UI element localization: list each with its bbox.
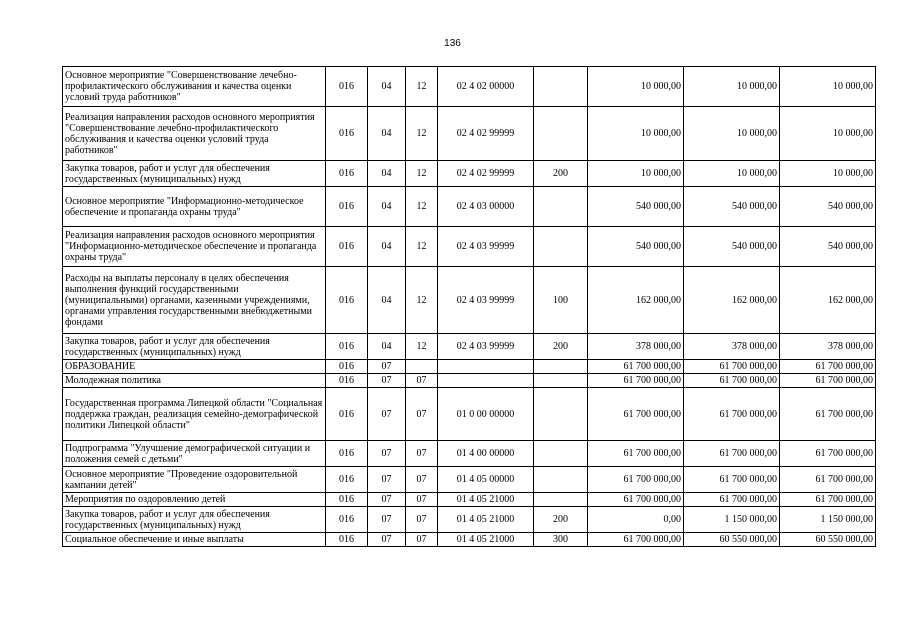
row-sum3-cell: 60 550 000,00 xyxy=(780,533,876,547)
row-sum1-cell: 162 000,00 xyxy=(588,267,684,334)
row-ved-cell: 016 xyxy=(326,388,368,441)
row-ved-cell: 016 xyxy=(326,507,368,533)
row-ved-cell: 016 xyxy=(326,67,368,107)
row-sum3-cell: 10 000,00 xyxy=(780,161,876,187)
row-ved-cell: 016 xyxy=(326,161,368,187)
row-vr-cell xyxy=(534,441,588,467)
row-rz-cell: 07 xyxy=(368,374,406,388)
table-row xyxy=(63,507,876,533)
row-rz-cell: 07 xyxy=(368,533,406,547)
row-name-cell: Реализация направления расходов основного мероприятия "Информационно-методическое обеспечение и пропаганда охраны труда" xyxy=(63,227,326,267)
row-vr-cell: 100 xyxy=(534,267,588,334)
row-csr-cell xyxy=(438,360,534,374)
row-sum3-cell: 61 700 000,00 xyxy=(780,441,876,467)
budget-table xyxy=(62,66,876,547)
table-row xyxy=(63,107,876,161)
row-ved-cell: 016 xyxy=(326,533,368,547)
row-rz-cell: 07 xyxy=(368,507,406,533)
row-sum1-cell: 61 700 000,00 xyxy=(588,374,684,388)
row-ved-cell: 016 xyxy=(326,441,368,467)
row-csr-cell: 01 4 00 00000 xyxy=(438,441,534,467)
row-sum1-cell: 0,00 xyxy=(588,507,684,533)
row-ved-cell: 016 xyxy=(326,334,368,360)
row-csr-cell: 02 4 03 99999 xyxy=(438,334,534,360)
row-sum1-cell: 61 700 000,00 xyxy=(588,533,684,547)
row-rz-cell: 04 xyxy=(368,267,406,334)
row-sum1-cell: 10 000,00 xyxy=(588,107,684,161)
row-sum3-cell: 10 000,00 xyxy=(780,107,876,161)
row-csr-cell: 01 4 05 21000 xyxy=(438,533,534,547)
row-sum3-cell: 378 000,00 xyxy=(780,334,876,360)
row-csr-cell: 01 4 05 21000 xyxy=(438,493,534,507)
row-pr-cell: 07 xyxy=(406,493,438,507)
row-vr-cell xyxy=(534,107,588,161)
row-sum2-cell: 61 700 000,00 xyxy=(684,493,780,507)
row-csr-cell xyxy=(438,374,534,388)
row-name-cell: Мероприятия по оздоровлению детей xyxy=(63,493,326,507)
page-number: 136 xyxy=(444,38,461,49)
row-vr-cell: 200 xyxy=(534,161,588,187)
row-sum3-cell: 162 000,00 xyxy=(780,267,876,334)
table-row xyxy=(63,227,876,267)
row-sum2-cell: 540 000,00 xyxy=(684,187,780,227)
row-rz-cell: 04 xyxy=(368,107,406,161)
row-vr-cell xyxy=(534,360,588,374)
row-csr-cell: 01 0 00 00000 xyxy=(438,388,534,441)
row-csr-cell: 01 4 05 00000 xyxy=(438,467,534,493)
table-row xyxy=(63,267,876,334)
row-name-cell: Закупка товаров, работ и услуг для обеспечения государственных (муниципальных) нужд xyxy=(63,334,326,360)
row-name-cell: Основное мероприятие "Совершенствование лечебно-профилактического обслуживания и качества оценки условий труда работников" xyxy=(63,67,326,107)
row-name-cell: Основное мероприятие "Проведение оздоровительной кампании детей" xyxy=(63,467,326,493)
row-sum1-cell: 10 000,00 xyxy=(588,67,684,107)
row-rz-cell: 04 xyxy=(368,334,406,360)
row-csr-cell: 01 4 05 21000 xyxy=(438,507,534,533)
table-row xyxy=(63,334,876,360)
row-sum1-cell: 10 000,00 xyxy=(588,161,684,187)
row-pr-cell: 12 xyxy=(406,227,438,267)
row-vr-cell: 300 xyxy=(534,533,588,547)
row-vr-cell xyxy=(534,67,588,107)
row-pr-cell: 07 xyxy=(406,441,438,467)
row-name-cell: Молодежная политика xyxy=(63,374,326,388)
row-sum1-cell: 61 700 000,00 xyxy=(588,441,684,467)
row-vr-cell xyxy=(534,227,588,267)
row-pr-cell: 12 xyxy=(406,187,438,227)
row-csr-cell: 02 4 03 99999 xyxy=(438,227,534,267)
row-sum3-cell: 540 000,00 xyxy=(780,227,876,267)
row-ved-cell: 016 xyxy=(326,107,368,161)
row-sum3-cell: 540 000,00 xyxy=(780,187,876,227)
table-row xyxy=(63,187,876,227)
row-rz-cell: 07 xyxy=(368,360,406,374)
row-vr-cell xyxy=(534,388,588,441)
row-pr-cell: 07 xyxy=(406,533,438,547)
row-sum3-cell: 61 700 000,00 xyxy=(780,374,876,388)
row-rz-cell: 04 xyxy=(368,227,406,267)
row-sum3-cell: 61 700 000,00 xyxy=(780,360,876,374)
row-ved-cell: 016 xyxy=(326,227,368,267)
row-rz-cell: 07 xyxy=(368,388,406,441)
row-pr-cell: 12 xyxy=(406,67,438,107)
row-csr-cell: 02 4 03 99999 xyxy=(438,267,534,334)
row-pr-cell: 12 xyxy=(406,107,438,161)
table-row xyxy=(63,533,876,547)
row-sum1-cell: 61 700 000,00 xyxy=(588,467,684,493)
row-csr-cell: 02 4 02 00000 xyxy=(438,67,534,107)
row-sum1-cell: 540 000,00 xyxy=(588,227,684,267)
row-ved-cell: 016 xyxy=(326,467,368,493)
row-sum2-cell: 10 000,00 xyxy=(684,107,780,161)
row-pr-cell: 07 xyxy=(406,467,438,493)
row-sum1-cell: 61 700 000,00 xyxy=(588,360,684,374)
row-pr-cell: 07 xyxy=(406,388,438,441)
row-sum2-cell: 61 700 000,00 xyxy=(684,388,780,441)
row-pr-cell: 07 xyxy=(406,507,438,533)
table-row xyxy=(63,388,876,441)
row-sum3-cell: 1 150 000,00 xyxy=(780,507,876,533)
row-sum2-cell: 540 000,00 xyxy=(684,227,780,267)
row-name-cell: Закупка товаров, работ и услуг для обеспечения государственных (муниципальных) нужд xyxy=(63,161,326,187)
row-sum2-cell: 10 000,00 xyxy=(684,161,780,187)
table-row xyxy=(63,360,876,374)
row-rz-cell: 07 xyxy=(368,493,406,507)
row-sum2-cell: 162 000,00 xyxy=(684,267,780,334)
row-rz-cell: 04 xyxy=(368,187,406,227)
row-sum3-cell: 61 700 000,00 xyxy=(780,467,876,493)
row-sum2-cell: 10 000,00 xyxy=(684,67,780,107)
row-sum2-cell: 61 700 000,00 xyxy=(684,441,780,467)
table-row xyxy=(63,467,876,493)
row-vr-cell xyxy=(534,493,588,507)
row-sum1-cell: 540 000,00 xyxy=(588,187,684,227)
row-pr-cell xyxy=(406,360,438,374)
row-sum1-cell: 61 700 000,00 xyxy=(588,493,684,507)
row-sum2-cell: 61 700 000,00 xyxy=(684,360,780,374)
row-name-cell: Реализация направления расходов основного мероприятия "Совершенствование лечебно-профилактического обслуживания и качества оценки условий труда работников" xyxy=(63,107,326,161)
row-ved-cell: 016 xyxy=(326,493,368,507)
row-ved-cell: 016 xyxy=(326,187,368,227)
row-ved-cell: 016 xyxy=(326,267,368,334)
row-pr-cell: 07 xyxy=(406,374,438,388)
row-sum2-cell: 61 700 000,00 xyxy=(684,467,780,493)
table-row xyxy=(63,374,876,388)
row-vr-cell: 200 xyxy=(534,507,588,533)
row-csr-cell: 02 4 03 00000 xyxy=(438,187,534,227)
row-rz-cell: 07 xyxy=(368,467,406,493)
row-sum2-cell: 60 550 000,00 xyxy=(684,533,780,547)
row-vr-cell xyxy=(534,467,588,493)
row-csr-cell: 02 4 02 99999 xyxy=(438,161,534,187)
row-sum2-cell: 1 150 000,00 xyxy=(684,507,780,533)
row-rz-cell: 04 xyxy=(368,161,406,187)
row-sum3-cell: 61 700 000,00 xyxy=(780,493,876,507)
row-csr-cell: 02 4 02 99999 xyxy=(438,107,534,161)
row-name-cell: Расходы на выплаты персоналу в целях обеспечения выполнения функций государственными (муниципальными) органами, казенными учреждениями, органами управления государственными внебюджетными фондами xyxy=(63,267,326,334)
row-name-cell: Подпрограмма "Улучшение демографической ситуации и положения семей с детьми" xyxy=(63,441,326,467)
row-vr-cell: 200 xyxy=(534,334,588,360)
row-vr-cell xyxy=(534,374,588,388)
row-name-cell: Государственная программа Липецкой области "Социальная поддержка граждан, реализация семейно-демографической политики Липецкой области" xyxy=(63,388,326,441)
row-sum1-cell: 378 000,00 xyxy=(588,334,684,360)
table-row xyxy=(63,493,876,507)
row-sum3-cell: 10 000,00 xyxy=(780,67,876,107)
row-sum3-cell: 61 700 000,00 xyxy=(780,388,876,441)
row-pr-cell: 12 xyxy=(406,267,438,334)
table-row xyxy=(63,161,876,187)
row-name-cell: ОБРАЗОВАНИЕ xyxy=(63,360,326,374)
row-sum2-cell: 61 700 000,00 xyxy=(684,374,780,388)
row-pr-cell: 12 xyxy=(406,334,438,360)
row-rz-cell: 07 xyxy=(368,441,406,467)
row-pr-cell: 12 xyxy=(406,161,438,187)
row-sum2-cell: 378 000,00 xyxy=(684,334,780,360)
row-sum1-cell: 61 700 000,00 xyxy=(588,388,684,441)
table-body xyxy=(63,67,876,547)
row-ved-cell: 016 xyxy=(326,374,368,388)
row-ved-cell: 016 xyxy=(326,360,368,374)
row-name-cell: Социальное обеспечение и иные выплаты xyxy=(63,533,326,547)
row-rz-cell: 04 xyxy=(368,67,406,107)
table-row xyxy=(63,441,876,467)
row-name-cell: Закупка товаров, работ и услуг для обеспечения государственных (муниципальных) нужд xyxy=(63,507,326,533)
row-name-cell: Основное мероприятие "Информационно-методическое обеспечение и пропаганда охраны труда" xyxy=(63,187,326,227)
table-row xyxy=(63,67,876,107)
row-vr-cell xyxy=(534,187,588,227)
